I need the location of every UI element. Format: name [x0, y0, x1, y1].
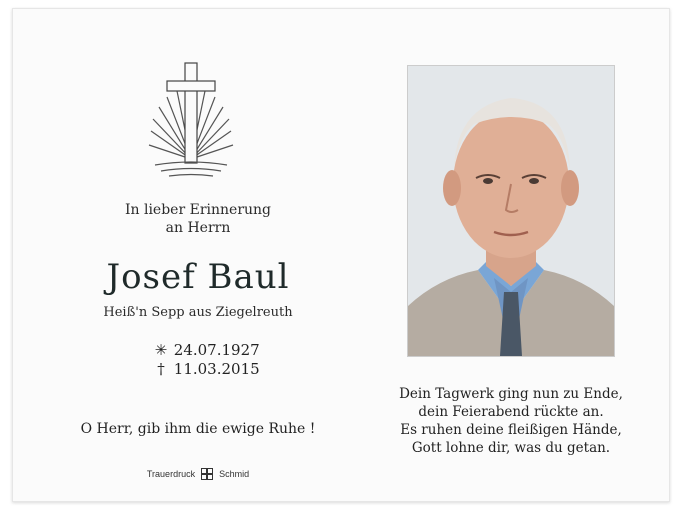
- nickname: Heiß'n Sepp aus Ziegelreuth: [103, 305, 293, 320]
- remember-line-1: In lieber Erinnerung: [124, 202, 272, 218]
- left-panel: [53, 9, 343, 501]
- birth-row: [153, 341, 333, 360]
- deceased-name: Josef Baul: [106, 257, 290, 297]
- remember-line-2: an Herrn: [165, 220, 231, 236]
- printer-credit: [53, 468, 343, 480]
- birth-date: 24.07.1927: [173, 341, 260, 359]
- death-row: [153, 360, 333, 379]
- portrait-photo: [407, 65, 615, 357]
- death-cross-icon: †: [157, 360, 165, 378]
- remembrance-text: [53, 201, 343, 237]
- memorial-card: [12, 8, 670, 502]
- printer-label-right: Schmid: [219, 469, 250, 479]
- verse-line-3: Es ruhen deine fleißigen Hände,: [400, 422, 622, 438]
- birth-star-icon: ✳: [154, 341, 168, 359]
- printer-cross-logo-icon: [201, 468, 213, 480]
- prayer-text: O Herr, gib ihm die ewige Ruhe !: [80, 421, 316, 437]
- verse-line-2: dein Feierabend rückte an.: [418, 404, 604, 420]
- verse-line-4: Gott lohne dir, was du getan.: [411, 440, 611, 456]
- portrait-illustration: [408, 66, 614, 356]
- verse-line-1: Dein Tagwerk ging nun zu Ende,: [399, 386, 623, 402]
- death-date: 11.03.2015: [173, 360, 260, 378]
- cross-with-sunrays-icon: [141, 61, 241, 181]
- verse-text: [383, 385, 639, 457]
- printer-label-left: Trauerdruck: [146, 469, 196, 479]
- life-dates: [153, 341, 333, 379]
